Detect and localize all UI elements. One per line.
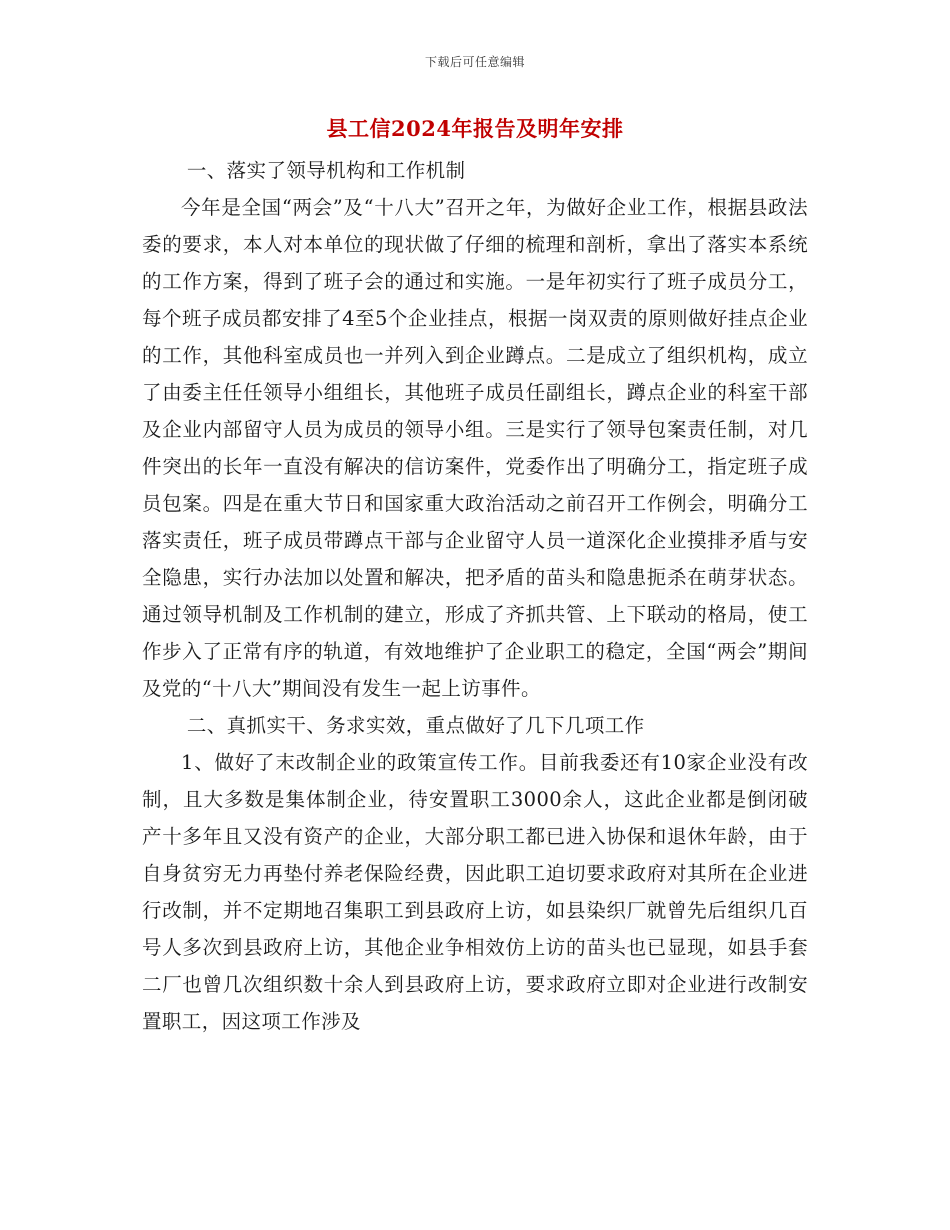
- document-title: 县工信2024年报告及明年安排: [326, 116, 624, 141]
- document-body: [142, 152, 808, 1040]
- page-header-note: 下载后可任意编辑: [424, 55, 525, 69]
- section-heading-2: 二、真抓实干、务求实效，重点做好了几下几项工作: [186, 714, 645, 737]
- body-paragraph-2: 1、做好了末改制企业的政策宣传工作。目前我委还有10家企业没有改制，且大多数是集体制企业，待安置职工3000余人，这此企业都是倒闭破产十多年且又没有资产的企业，大部分职工都已进入协保和退休年龄，由于自身贫穷无力再垫付养老保险经费，因此职工迫切要求政府对其所在企业进行改制，并不定期地召集职工到县政府上访，如县染织厂就曾先后组织几百号人多次到县政府上访，其他企业争相效仿上访的苗头也已显现，如县手套二厂也曾几次组织数十余人到县政府上访，要求政府立即对企业进行改制安置职工，因这项工作涉及: [142, 751, 808, 1033]
- section-heading-1: 一、落实了领导机构和工作机制: [186, 159, 466, 182]
- body-paragraph-1: 今年是全国“两会”及“十八大”召开之年，为做好企业工作，根据县政法委的要求，本人对本单位的现状做了仔细的梳理和剖析，拿出了落实本系统的工作方案，得到了班子会的通过和实施。一是年初实行了班子成员分工，每个班子成员都安排了4至5个企业挂点，根据一岗双责的原则做好挂点企业的工作，其他科室成员也一并列入到企业蹲点。二是成立了组织机构，成立了由委主任任领导小组组长，其他班子成员任副组长，蹲点企业的科室干部及企业内部留守人员为成员的领导小组。三是实行了领导包案责任制，对几件突出的长年一直没有解决的信访案件，党委作出了明确分工，指定班子成员包案。四是在重大节日和国家重大政治活动之前召开工作例会，明确分工落实责任，班子成员带蹲点干部与企业留守人员一道深化企业摸排矛盾与安全隐患，实行办法加以处置和解决，把矛盾的苗头和隐患扼杀在萌芽状态。通过领导机制及工作机制的建立，形成了齐抓共管、上下联动的格局，使工作步入了正常有序的轨道，有效地维护了企业职工的稳定，全国“两会”期间及党的“十八大”期间没有发生一起上访事件。: [142, 196, 808, 700]
